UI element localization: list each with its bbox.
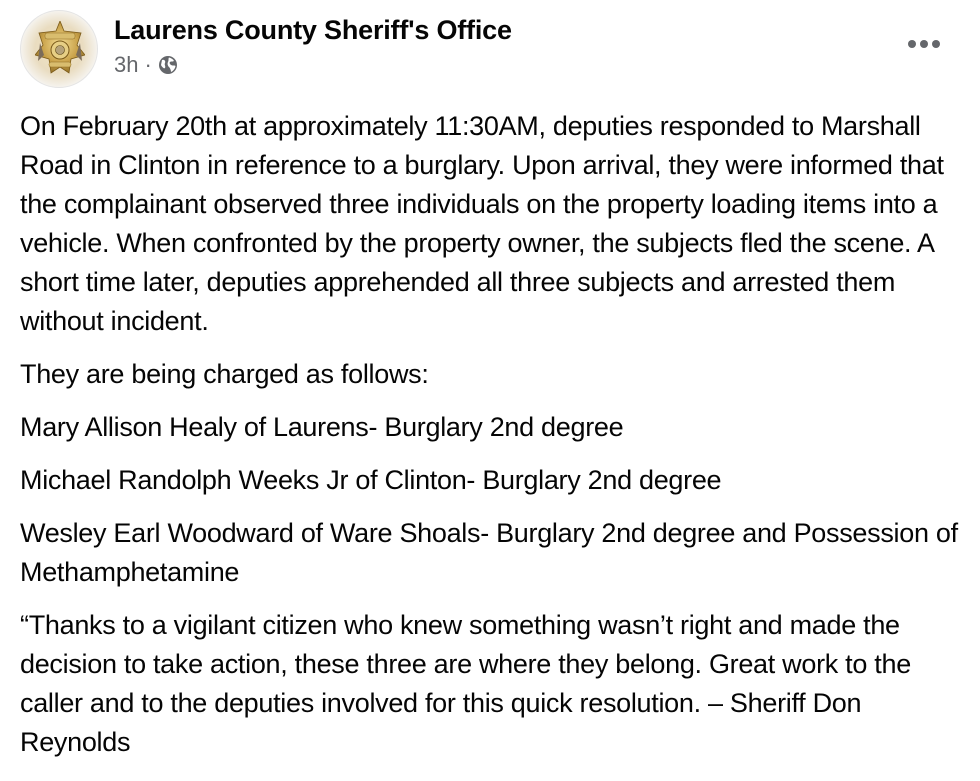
avatar[interactable]	[20, 10, 98, 88]
more-options-icon	[920, 40, 928, 48]
post-paragraph-charge-2: Michael Randolph Weeks Jr of Clinton- Burglary 2nd degree	[20, 465, 722, 495]
more-options-button[interactable]	[904, 36, 944, 52]
sheriff-badge-icon	[35, 21, 85, 79]
separator: ·	[144, 52, 152, 77]
more-options-icon	[908, 40, 916, 48]
post-meta	[114, 14, 512, 78]
post-header	[20, 10, 512, 88]
post-paragraph-charge-3: Wesley Earl Woodward of Ware Shoals- Burglary 2nd degree and Possession of Methamphetamine	[20, 518, 958, 587]
author-name[interactable]: Laurens County Sheriff's Office	[114, 15, 512, 45]
post-paragraph-incident: On February 20th at approximately 11:30AM, deputies responded to Marshall Road in Clinton in reference to a burglary. Upon arrival, they were informed that the complainant observed three individuals on the property loading items into a vehicle. When confronted by the property owner, the subjects fled the scene. A short time later, deputies apprehended all three subjects and arrested them without incident.	[20, 111, 944, 336]
post-body	[20, 107, 965, 776]
post-subline	[114, 52, 512, 78]
post-paragraph-charge-1: Mary Allison Healy of Laurens- Burglary 2nd degree	[20, 412, 624, 442]
globe-icon[interactable]	[158, 55, 178, 75]
post-paragraph-quote: “Thanks to a vigilant citizen who knew something wasn’t right and made the decision to take action, these three are where they belong. Great work to the caller and to the deputies involved for this quick resolution. – Sheriff Don Reynolds	[20, 610, 911, 757]
post-paragraph-charges-intro: They are being charged as follows:	[20, 359, 429, 389]
more-options-icon	[932, 40, 940, 48]
timestamp[interactable]: 3h	[114, 52, 139, 77]
